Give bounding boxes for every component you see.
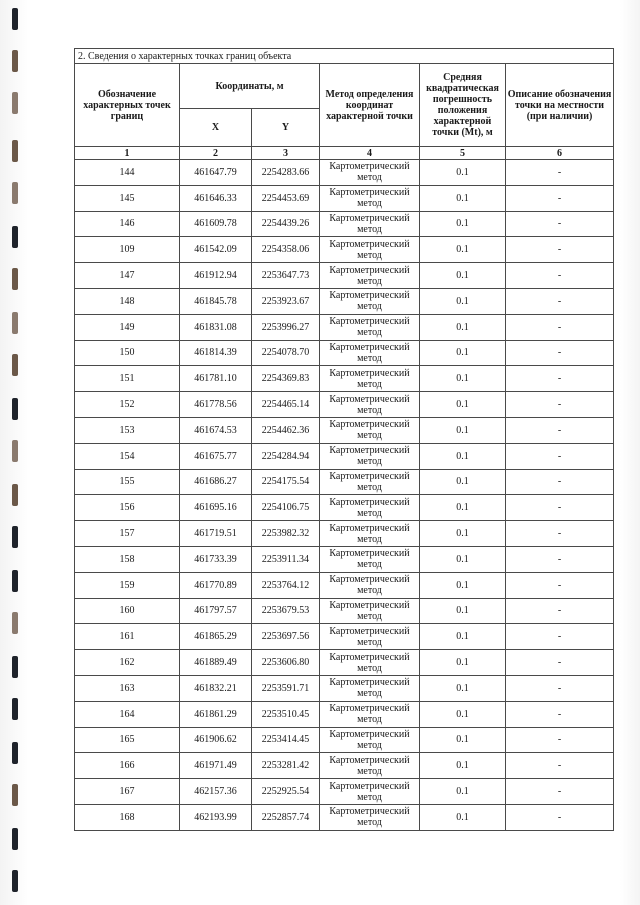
table-row (75, 160, 614, 186)
method-cell: Картометрический метод (320, 701, 420, 727)
x-coordinate-cell: 461733.39 (180, 546, 252, 572)
table-row (75, 598, 614, 624)
method-cell: Картометрический метод (320, 314, 420, 340)
table-row (75, 469, 614, 495)
table-row (75, 804, 614, 830)
table-row (75, 185, 614, 211)
x-coordinate-cell: 461861.29 (180, 701, 252, 727)
description-cell: - (506, 521, 614, 547)
error-cell: 0.1 (420, 572, 506, 598)
point-number-cell: 154 (75, 443, 180, 469)
y-coordinate-cell: 2254284.94 (252, 443, 320, 469)
x-coordinate-cell: 461832.21 (180, 675, 252, 701)
point-number-cell: 164 (75, 701, 180, 727)
x-coordinate-cell: 462157.36 (180, 779, 252, 805)
point-number-cell: 160 (75, 598, 180, 624)
point-number-cell: 166 (75, 753, 180, 779)
point-number-cell: 109 (75, 237, 180, 263)
y-coordinate-cell: 2253281.42 (252, 753, 320, 779)
column-number: 4 (320, 147, 420, 160)
description-cell: - (506, 624, 614, 650)
table-row (75, 779, 614, 805)
point-number-cell: 163 (75, 675, 180, 701)
description-cell: - (506, 443, 614, 469)
error-cell: 0.1 (420, 675, 506, 701)
method-cell: Картометрический метод (320, 263, 420, 289)
point-number-cell: 161 (75, 624, 180, 650)
method-cell: Картометрический метод (320, 624, 420, 650)
binding-hole (12, 50, 18, 72)
x-coordinate-cell: 461781.10 (180, 366, 252, 392)
method-cell: Картометрический метод (320, 366, 420, 392)
error-cell: 0.1 (420, 701, 506, 727)
table-caption: 2. Сведения о характерных точках границ объекта (75, 49, 614, 64)
document-sheet (74, 48, 613, 831)
point-number-cell: 157 (75, 521, 180, 547)
header-x: X (180, 109, 252, 147)
x-coordinate-cell: 461686.27 (180, 469, 252, 495)
description-cell: - (506, 185, 614, 211)
header-method: Метод определения координат характерной точки (320, 64, 420, 147)
y-coordinate-cell: 2254465.14 (252, 392, 320, 418)
point-number-cell: 167 (75, 779, 180, 805)
error-cell: 0.1 (420, 263, 506, 289)
method-cell: Картометрический метод (320, 572, 420, 598)
method-cell: Картометрический метод (320, 288, 420, 314)
binding-hole (12, 140, 18, 162)
error-cell: 0.1 (420, 469, 506, 495)
point-number-cell: 158 (75, 546, 180, 572)
error-cell: 0.1 (420, 495, 506, 521)
table-row (75, 314, 614, 340)
error-cell: 0.1 (420, 753, 506, 779)
x-coordinate-cell: 461675.77 (180, 443, 252, 469)
table-row (75, 546, 614, 572)
method-cell: Картометрический метод (320, 469, 420, 495)
column-number: 1 (75, 147, 180, 160)
method-cell: Картометрический метод (320, 185, 420, 211)
table-row (75, 443, 614, 469)
table-row (75, 237, 614, 263)
binding-hole (12, 440, 18, 462)
method-cell: Картометрический метод (320, 779, 420, 805)
method-cell: Картометрический метод (320, 237, 420, 263)
column-number: 3 (252, 147, 320, 160)
description-cell: - (506, 340, 614, 366)
method-cell: Картометрический метод (320, 598, 420, 624)
y-coordinate-cell: 2254369.83 (252, 366, 320, 392)
binding-hole (12, 354, 18, 376)
method-cell: Картометрический метод (320, 650, 420, 676)
x-coordinate-cell: 461814.39 (180, 340, 252, 366)
error-cell: 0.1 (420, 598, 506, 624)
header-coordinates: Координаты, м (180, 64, 320, 109)
binding-hole (12, 698, 18, 720)
method-cell: Картометрический метод (320, 521, 420, 547)
table-row (75, 340, 614, 366)
point-number-cell: 147 (75, 263, 180, 289)
binding-hole (12, 784, 18, 806)
description-cell: - (506, 160, 614, 186)
description-cell: - (506, 263, 614, 289)
binding-hole (12, 742, 18, 764)
description-cell: - (506, 366, 614, 392)
binding-holes (12, 0, 20, 905)
binding-hole (12, 92, 18, 114)
method-cell: Картометрический метод (320, 211, 420, 237)
error-cell: 0.1 (420, 417, 506, 443)
binding-hole (12, 526, 18, 548)
y-coordinate-cell: 2254078.70 (252, 340, 320, 366)
y-coordinate-cell: 2253414.45 (252, 727, 320, 753)
header-error: Средняя квадратическая погрешность положения характерной точки (Mt), м (420, 64, 506, 147)
binding-hole (12, 656, 18, 678)
error-cell: 0.1 (420, 727, 506, 753)
table-row (75, 572, 614, 598)
x-coordinate-cell: 461889.49 (180, 650, 252, 676)
y-coordinate-cell: 2254453.69 (252, 185, 320, 211)
column-number: 2 (180, 147, 252, 160)
header-point-designation: Обозначение характерных точек границ (75, 64, 180, 147)
x-coordinate-cell: 461770.89 (180, 572, 252, 598)
error-cell: 0.1 (420, 211, 506, 237)
x-coordinate-cell: 461778.56 (180, 392, 252, 418)
binding-hole (12, 8, 18, 30)
description-cell: - (506, 314, 614, 340)
binding-hole (12, 828, 18, 850)
error-cell: 0.1 (420, 237, 506, 263)
y-coordinate-cell: 2254175.54 (252, 469, 320, 495)
y-coordinate-cell: 2253996.27 (252, 314, 320, 340)
method-cell: Картометрический метод (320, 443, 420, 469)
x-coordinate-cell: 461797.57 (180, 598, 252, 624)
table-row (75, 753, 614, 779)
description-cell: - (506, 417, 614, 443)
y-coordinate-cell: 2253697.56 (252, 624, 320, 650)
x-coordinate-cell: 461971.49 (180, 753, 252, 779)
x-coordinate-cell: 461831.08 (180, 314, 252, 340)
table-row (75, 392, 614, 418)
binding-hole (12, 870, 18, 892)
header-description: Описание обозначения точки на местности (при наличии) (506, 64, 614, 147)
description-cell: - (506, 237, 614, 263)
x-coordinate-cell: 461674.53 (180, 417, 252, 443)
error-cell: 0.1 (420, 624, 506, 650)
method-cell: Картометрический метод (320, 495, 420, 521)
binding-hole (12, 612, 18, 634)
description-cell: - (506, 779, 614, 805)
description-cell: - (506, 495, 614, 521)
error-cell: 0.1 (420, 546, 506, 572)
y-coordinate-cell: 2253911.34 (252, 546, 320, 572)
error-cell: 0.1 (420, 804, 506, 830)
boundary-points-table (74, 48, 614, 831)
description-cell: - (506, 469, 614, 495)
point-number-cell: 153 (75, 417, 180, 443)
description-cell: - (506, 572, 614, 598)
description-cell: - (506, 727, 614, 753)
table-row (75, 727, 614, 753)
error-cell: 0.1 (420, 443, 506, 469)
description-cell: - (506, 546, 614, 572)
x-coordinate-cell: 461647.79 (180, 160, 252, 186)
y-coordinate-cell: 2253764.12 (252, 572, 320, 598)
point-number-cell: 148 (75, 288, 180, 314)
error-cell: 0.1 (420, 650, 506, 676)
description-cell: - (506, 392, 614, 418)
point-number-cell: 155 (75, 469, 180, 495)
error-cell: 0.1 (420, 160, 506, 186)
point-number-cell: 149 (75, 314, 180, 340)
point-number-cell: 156 (75, 495, 180, 521)
point-number-cell: 151 (75, 366, 180, 392)
y-coordinate-cell: 2252857.74 (252, 804, 320, 830)
column-number: 6 (506, 147, 614, 160)
y-coordinate-cell: 2254283.66 (252, 160, 320, 186)
description-cell: - (506, 288, 614, 314)
error-cell: 0.1 (420, 314, 506, 340)
y-coordinate-cell: 2254439.26 (252, 211, 320, 237)
method-cell: Картометрический метод (320, 340, 420, 366)
method-cell: Картометрический метод (320, 392, 420, 418)
table-row (75, 701, 614, 727)
y-coordinate-cell: 2253591.71 (252, 675, 320, 701)
x-coordinate-cell: 461719.51 (180, 521, 252, 547)
y-coordinate-cell: 2253982.32 (252, 521, 320, 547)
method-cell: Картометрический метод (320, 727, 420, 753)
y-coordinate-cell: 2254358.06 (252, 237, 320, 263)
y-coordinate-cell: 2253606.80 (252, 650, 320, 676)
x-coordinate-cell: 461542.09 (180, 237, 252, 263)
binding-hole (12, 226, 18, 248)
error-cell: 0.1 (420, 185, 506, 211)
table-row (75, 624, 614, 650)
error-cell: 0.1 (420, 366, 506, 392)
description-cell: - (506, 211, 614, 237)
header-y: Y (252, 109, 320, 147)
method-cell: Картометрический метод (320, 160, 420, 186)
table-row (75, 263, 614, 289)
binding-hole (12, 570, 18, 592)
binding-hole (12, 268, 18, 290)
x-coordinate-cell: 462193.99 (180, 804, 252, 830)
x-coordinate-cell: 461646.33 (180, 185, 252, 211)
table-row (75, 417, 614, 443)
error-cell: 0.1 (420, 340, 506, 366)
x-coordinate-cell: 461912.94 (180, 263, 252, 289)
binding-hole (12, 484, 18, 506)
table-row (75, 288, 614, 314)
point-number-cell: 168 (75, 804, 180, 830)
table-row (75, 650, 614, 676)
method-cell: Картометрический метод (320, 804, 420, 830)
column-number: 5 (420, 147, 506, 160)
y-coordinate-cell: 2253923.67 (252, 288, 320, 314)
column-number-row (75, 147, 614, 160)
y-coordinate-cell: 2254462.36 (252, 417, 320, 443)
table-row (75, 495, 614, 521)
description-cell: - (506, 804, 614, 830)
error-cell: 0.1 (420, 779, 506, 805)
point-number-cell: 146 (75, 211, 180, 237)
table-row (75, 521, 614, 547)
description-cell: - (506, 753, 614, 779)
description-cell: - (506, 675, 614, 701)
method-cell: Картометрический метод (320, 546, 420, 572)
point-number-cell: 159 (75, 572, 180, 598)
point-number-cell: 144 (75, 160, 180, 186)
error-cell: 0.1 (420, 392, 506, 418)
binding-hole (12, 312, 18, 334)
y-coordinate-cell: 2254106.75 (252, 495, 320, 521)
y-coordinate-cell: 2253679.53 (252, 598, 320, 624)
error-cell: 0.1 (420, 521, 506, 547)
y-coordinate-cell: 2253647.73 (252, 263, 320, 289)
table-row (75, 211, 614, 237)
point-number-cell: 152 (75, 392, 180, 418)
x-coordinate-cell: 461695.16 (180, 495, 252, 521)
x-coordinate-cell: 461906.62 (180, 727, 252, 753)
x-coordinate-cell: 461609.78 (180, 211, 252, 237)
x-coordinate-cell: 461845.78 (180, 288, 252, 314)
x-coordinate-cell: 461865.29 (180, 624, 252, 650)
point-number-cell: 150 (75, 340, 180, 366)
point-number-cell: 165 (75, 727, 180, 753)
method-cell: Картометрический метод (320, 417, 420, 443)
description-cell: - (506, 598, 614, 624)
table-row (75, 675, 614, 701)
error-cell: 0.1 (420, 288, 506, 314)
description-cell: - (506, 701, 614, 727)
point-number-cell: 145 (75, 185, 180, 211)
y-coordinate-cell: 2253510.45 (252, 701, 320, 727)
point-number-cell: 162 (75, 650, 180, 676)
binding-hole (12, 398, 18, 420)
binding-hole (12, 182, 18, 204)
method-cell: Картометрический метод (320, 753, 420, 779)
method-cell: Картометрический метод (320, 675, 420, 701)
table-row (75, 366, 614, 392)
description-cell: - (506, 650, 614, 676)
y-coordinate-cell: 2252925.54 (252, 779, 320, 805)
